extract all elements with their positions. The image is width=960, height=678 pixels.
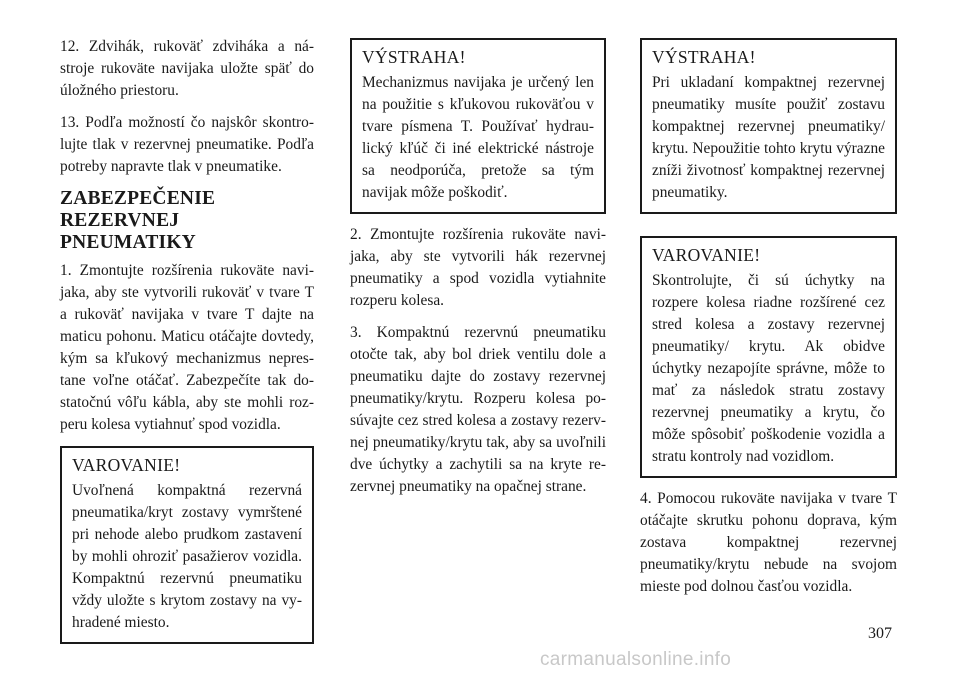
warning-text: Uvoľnená kompaktná rezervná pneumatika/kryt zostavy vymrštené pri nehode alebo prudkom zastavení by mohli ohroziť pasažierov vozidla. Kompaktnú rezervnú pneumatiku vždy uložte s krytom zostavy na vyhradené miesto. <box>72 482 302 631</box>
caution-box <box>350 38 606 214</box>
column-left <box>60 36 314 654</box>
step-1-paragraph: 1. Zmontujte rozšírenia rukoväte navijaka, aby ste vytvorili rukoväť v tvare T a rukoväť navijaka v tvare T dajte na maticu pohonu. Maticu otáčajte dovtedy, kým sa kľukový mechanizmus neprestane voľne otáčať. Zabezpečíte tak dostatočnú vôľu kábla, aby ste mohli rozperu kolesa vytiahnuť spod vozidla. <box>60 262 314 433</box>
warning-text: Skontrolujte, či sú úchytky na rozpere kolesa riadne rozšírené cez stred kolesa a zostavy rezervnej pneumatiky/ krytu. Ak obidve úchytky nezapojíte správne, môže to mať za následok stratu zostavy rezervnej pneumatiky a krytu, čo môže spôsobiť poškodenie vozidla a stratu kontroly nad vozidlom. <box>652 272 885 465</box>
warning-box <box>640 236 897 478</box>
column-right <box>640 36 897 608</box>
section-heading-line-2: REZERVNEJ <box>60 210 180 231</box>
step-13-paragraph: 13. Podľa možností čo najskôr skontrolujte tlak v rezervnej pneumatike. Podľa potreby napravte tlak v pneumatike. <box>60 114 314 175</box>
step-4-paragraph: 4. Pomocou rukoväte navijaka v tvare T otáčajte skrutku pohonu doprava, kým zostava kompaktnej rezervnej pneumatiky/krytu nebude na svojom mieste pod dolnou časťou vozidla. <box>640 490 897 595</box>
caution-text: Pri ukladaní kompaktnej rezervnej pneumatiky musíte použiť zostavu kompaktnej rezervnej pneumatiky/ krytu. Nepoužitie tohto krytu výrazne zníži životnosť kompaktnej rezervnej pneumatiky. <box>652 74 885 201</box>
page-number: 307 <box>868 625 892 642</box>
step-12-paragraph: 12. Zdvihák, rukoväť zdviháka a nástroje rukoväte navijaka uložte späť do úložného priestoru. <box>60 38 314 99</box>
watermark-text: carmanualsonline.info <box>540 649 732 670</box>
warning-box <box>60 446 314 644</box>
warning-title: VAROVANIE! <box>72 455 181 475</box>
caution-text: Mechanizmus navijaka je určený len na použitie s kľukovou rukoväťou v tvare písmena T. Používať hydraulický kľúč či iné elektrické nástroje sa neodporúča, pretože sa tým navijak môže poškodiť. <box>362 74 594 201</box>
caution-box <box>640 38 897 214</box>
caution-title: VÝSTRAHA! <box>362 47 466 67</box>
warning-title: VAROVANIE! <box>652 245 761 265</box>
caution-title: VÝSTRAHA! <box>652 47 756 67</box>
section-heading-line-3: PNEUMATIKY <box>60 232 196 253</box>
step-3-paragraph: 3. Kompaktnú rezervnú pneumatiku otočte tak, aby bol driek ventilu dole a pneumatiku dajte do zostavy rezervnej pneumatiky/krytu. Rozperu kolesa posúvajte cez stred kolesa a zostavy rezervnej pneumatiky/krytu tak, aby sa uvoľnili dve úchytky a zachytili sa na kryte rezervnej pneumatiky na opačnej strane. <box>350 324 606 495</box>
section-heading <box>60 188 314 254</box>
column-middle <box>350 36 606 508</box>
section-heading-line-1: ZABEZPEČENIE <box>60 188 216 209</box>
step-2-paragraph: 2. Zmontujte rozšírenia rukoväte navijaka, aby ste vytvorili hák rezervnej pneumatiky a spod vozidla vytiahnite rozperu kolesa. <box>350 226 606 309</box>
